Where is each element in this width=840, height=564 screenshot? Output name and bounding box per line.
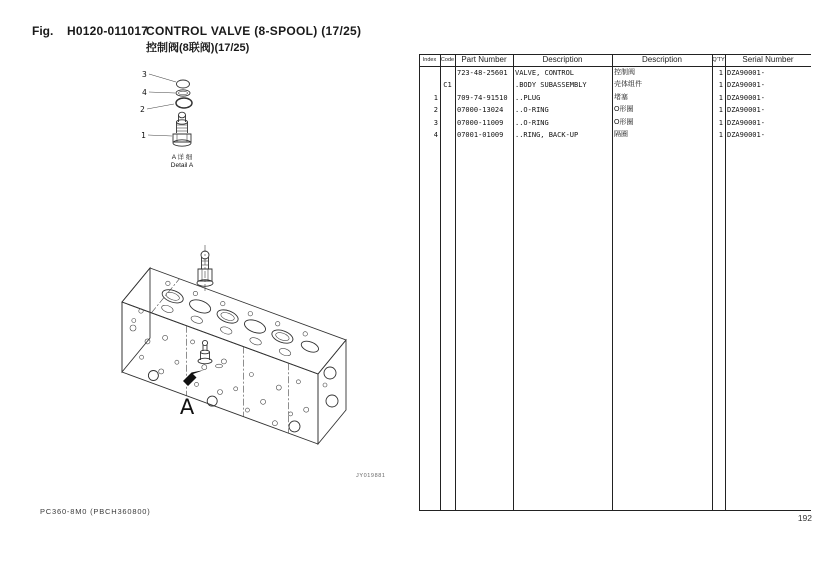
upper-plug bbox=[197, 245, 213, 291]
table-row bbox=[419, 67, 811, 79]
cell-index: 2 bbox=[433, 106, 438, 115]
callout-2: 2 bbox=[140, 105, 145, 114]
callout-1: 1 bbox=[141, 131, 146, 140]
cell-part-number: 709-74-91510 bbox=[457, 93, 508, 102]
leader-line-3 bbox=[149, 74, 176, 82]
cell-description-cn: 控制阀 bbox=[614, 69, 635, 76]
cell-description-cn: O形圈 bbox=[614, 106, 634, 114]
parts-table bbox=[419, 54, 811, 510]
header-description-cn: Description bbox=[641, 55, 682, 64]
fig-label: Fig. bbox=[32, 24, 54, 38]
page-title: CONTROL VALVE (8-SPOOL) (17/25) bbox=[146, 24, 362, 38]
page-title-cn: 控制阀(8联阀)(17/25) bbox=[146, 42, 250, 54]
cell-description-cn: 壳体组件 bbox=[614, 81, 642, 89]
header-part-number: Part Number bbox=[461, 55, 507, 64]
callout-4: 4 bbox=[142, 88, 147, 97]
cell-description-en: ..O-RING bbox=[515, 106, 549, 115]
cell-part-number bbox=[457, 79, 513, 91]
cell-description-cn: O形圈 bbox=[614, 118, 634, 126]
header-code: Code bbox=[440, 57, 455, 63]
header-description-en: Description bbox=[542, 55, 583, 64]
model-code: PC360-8M0 (PBCH360800) bbox=[40, 507, 151, 516]
leader-line-4 bbox=[149, 92, 175, 93]
cell-part-number: 07001-01009 bbox=[457, 131, 504, 139]
valve-block-drawing bbox=[103, 233, 375, 485]
cell-serial-number: DZA90001- bbox=[727, 81, 765, 90]
cell-description-en: ..O-RING bbox=[515, 118, 549, 127]
cell-description-cn: 堵塞 bbox=[614, 93, 628, 101]
header-qty: Q'TY bbox=[712, 57, 725, 63]
valve-block-outline bbox=[122, 268, 346, 444]
table-row bbox=[419, 79, 811, 91]
cell-qty: 1 bbox=[718, 131, 723, 139]
leader-line-1 bbox=[148, 135, 172, 136]
fig-number: H0120-011017 bbox=[67, 24, 149, 38]
cell-code bbox=[440, 129, 455, 141]
o-ring-2 bbox=[176, 98, 192, 108]
cell-description-en: ..RING, BACK-UP bbox=[515, 131, 579, 139]
cell-description-cn: 隔圈 bbox=[614, 131, 628, 138]
cell-serial-number: DZA90001- bbox=[727, 118, 765, 127]
cell-code bbox=[440, 117, 455, 129]
cell-part-number: 723-48-25601 bbox=[457, 69, 508, 77]
table-bottom-border bbox=[419, 510, 811, 511]
cell-serial-number: DZA90001- bbox=[727, 69, 765, 77]
table-row bbox=[419, 104, 811, 116]
cell-description-en: ..PLUG bbox=[515, 93, 541, 102]
cell-index bbox=[419, 67, 438, 79]
cell-code: C1 bbox=[443, 81, 452, 90]
location-a-label: A bbox=[179, 395, 195, 419]
cell-description-en: VALVE, CONTROL bbox=[515, 69, 575, 77]
cell-code bbox=[440, 92, 455, 104]
cell-serial-number: DZA90001- bbox=[727, 131, 765, 139]
cell-part-number: 07000-11009 bbox=[457, 118, 504, 127]
detail-label-en: Detail A bbox=[170, 162, 194, 169]
o-ring-3 bbox=[177, 80, 190, 88]
table-row bbox=[419, 129, 811, 141]
cell-index: 1 bbox=[433, 93, 438, 102]
cell-index bbox=[419, 79, 438, 91]
cell-code bbox=[440, 67, 455, 79]
cell-qty: 1 bbox=[718, 118, 723, 127]
cell-qty: 1 bbox=[718, 69, 723, 77]
leader-line-2 bbox=[147, 104, 174, 109]
detail-a-drawing bbox=[128, 56, 246, 176]
drawing-ref-number: JY019881 bbox=[356, 473, 386, 479]
cell-index: 4 bbox=[433, 131, 438, 139]
cell-part-number: 07000-13024 bbox=[457, 106, 504, 115]
plug-1 bbox=[173, 112, 191, 146]
callout-3: 3 bbox=[142, 70, 147, 79]
cell-code bbox=[440, 104, 455, 116]
page-number: 192 bbox=[797, 513, 812, 523]
cell-qty: 1 bbox=[718, 93, 723, 102]
detail-label-cn: A 详 细 bbox=[171, 154, 193, 161]
cell-qty: 1 bbox=[718, 106, 723, 115]
cell-index: 3 bbox=[433, 118, 438, 127]
cell-description-en: .BODY SUBASSEMBLY bbox=[515, 81, 587, 90]
table-row bbox=[419, 117, 811, 129]
location-a-arrow bbox=[183, 370, 204, 386]
backup-ring-4-inner bbox=[178, 91, 187, 95]
cell-qty: 1 bbox=[718, 81, 723, 90]
header-serial-number: Serial Number bbox=[742, 55, 794, 64]
table-row bbox=[419, 92, 811, 104]
header-index: Index bbox=[422, 57, 437, 63]
location-a-plug bbox=[198, 340, 223, 367]
cell-serial-number: DZA90001- bbox=[727, 106, 765, 115]
cell-serial-number: DZA90001- bbox=[727, 93, 765, 102]
